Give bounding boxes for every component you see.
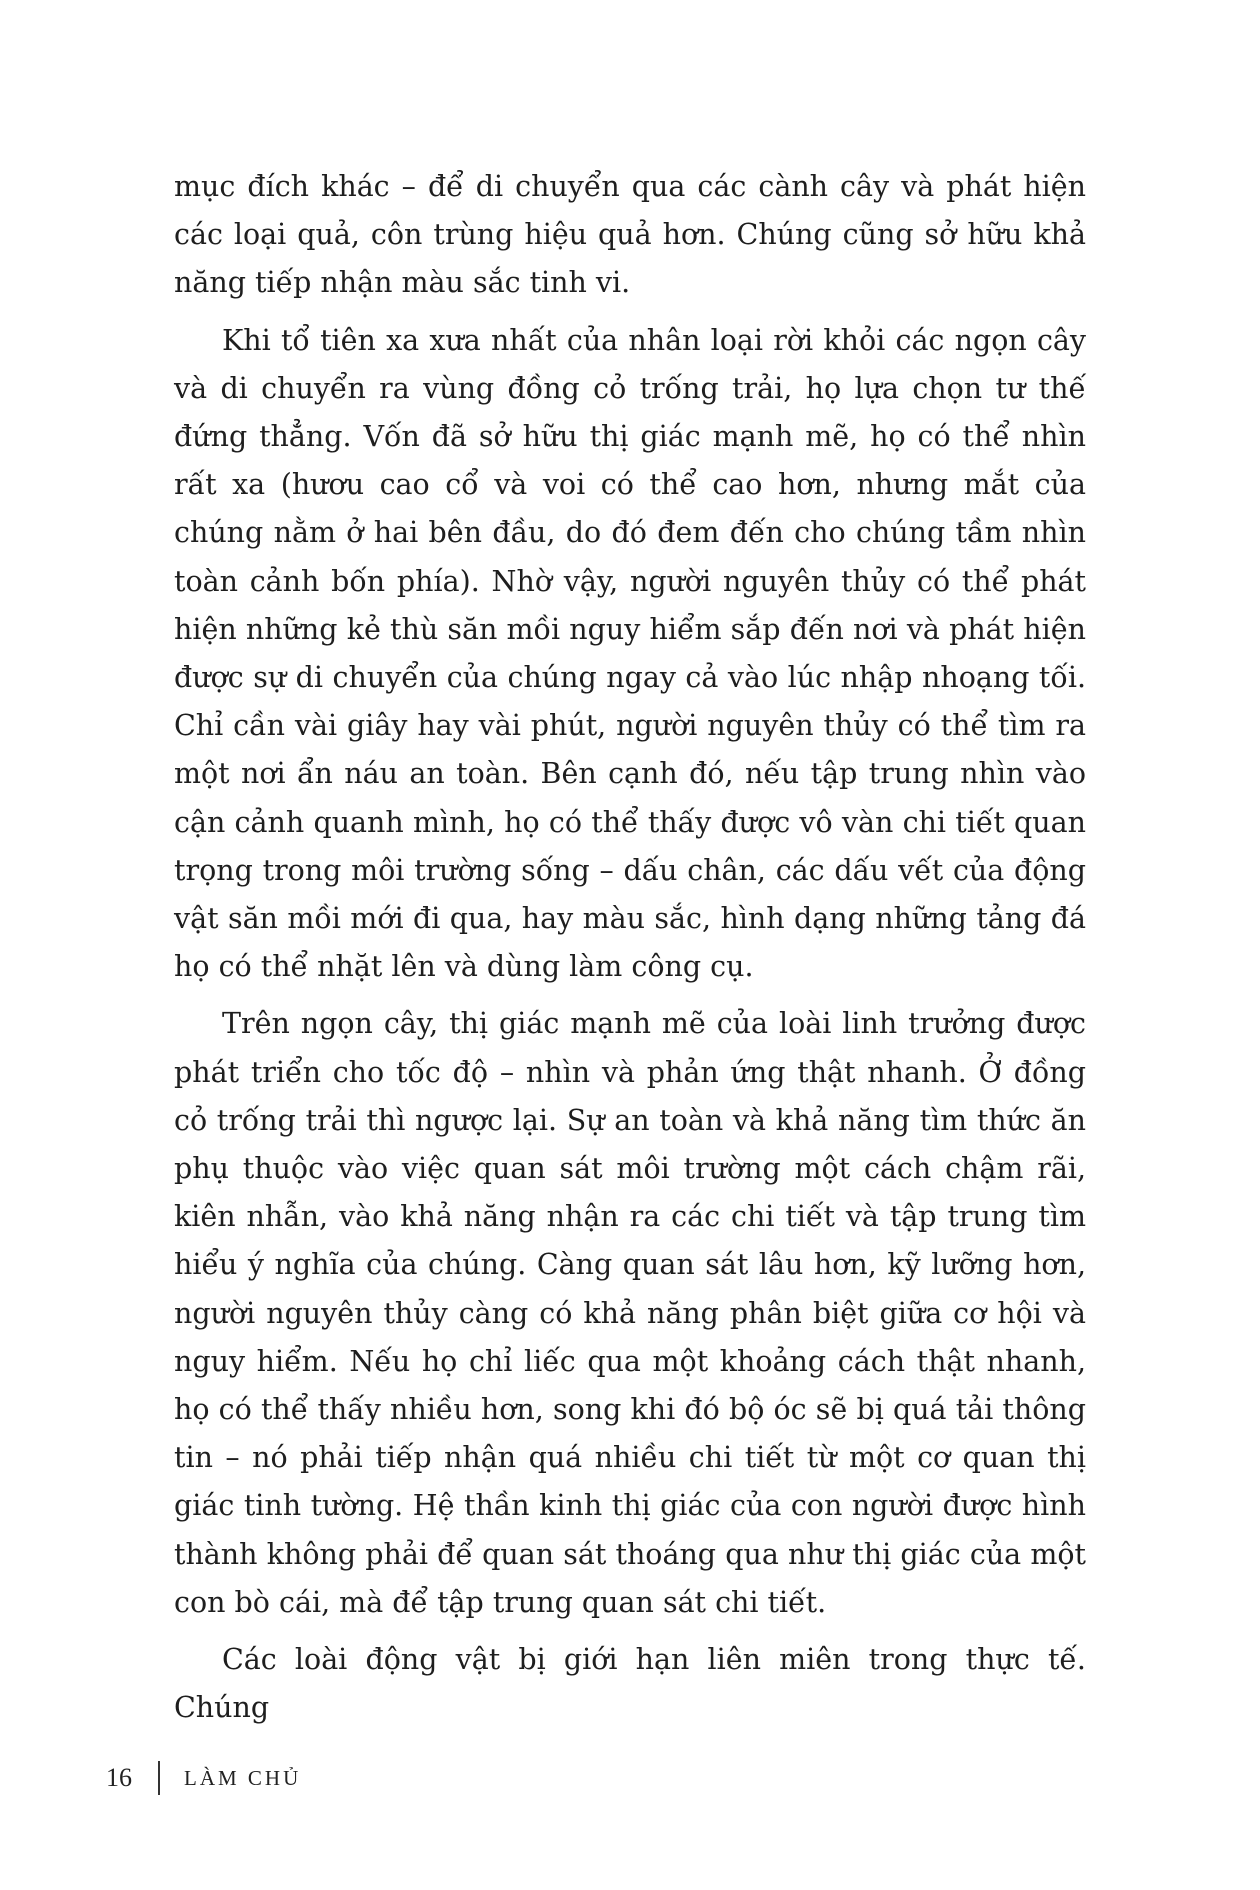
- footer-divider: [158, 1761, 160, 1795]
- page-number: 16: [106, 1763, 132, 1792]
- running-head: LÀM CHỦ: [184, 1765, 302, 1790]
- body-text: [174, 163, 1086, 1742]
- paragraph-ancestors-vision: Khi tổ tiên xa xưa nhất của nhân loại rời khỏi các ngọn cây và di chuyển ra vùng đồng cỏ trống trải, họ lựa chọn tư thế đứng thẳng. Vốn đã sở hữu thị giác mạnh mẽ, họ có thể nhìn rất xa (hươu cao cổ và voi có thể cao hơn, nhưng mắt của chúng nằm ở hai bên đầu, do đó đem đến cho chúng tầm nhìn toàn cảnh bốn phía). Nhờ vậy, người nguyên thủy có thể phát hiện những kẻ thù săn mồi nguy hiểm sắp đến nơi và phát hiện được sự di chuyển của chúng ngay cả vào lúc nhập nhoạng tối. Chỉ cần vài giây hay vài phút, người nguyên thủy có thể tìm ra một nơi ẩn náu an toàn. Bên cạnh đó, nếu tập trung nhìn vào cận cảnh quanh mình, họ có thể thấy được vô vàn chi tiết quan trọng trong môi trường sống – dấu chân, các dấu vết của động vật săn mồi mới đi qua, hay màu sắc, hình dạng những tảng đá họ có thể nhặt lên và dùng làm công cụ.: [174, 323, 1086, 984]
- paragraph-continuation: mục đích khác – để di chuyển qua các cành cây và phát hiện các loại quả, côn trùng hiệu quả hơn. Chúng cũng sở hữu khả năng tiếp nhận màu sắc tinh vi.: [174, 170, 1086, 300]
- paragraph-treetop-vision: Trên ngọn cây, thị giác mạnh mẽ của loài linh trưởng được phát triển cho tốc độ – nhìn và phản ứng thật nhanh. Ở đồng cỏ trống trải thì ngược lại. Sự an toàn và khả năng tìm thức ăn phụ thuộc vào việc quan sát môi trường một cách chậm rãi, kiên nhẫn, vào khả năng nhận ra các chi tiết và tập trung tìm hiểu ý nghĩa của chúng. Càng quan sát lâu hơn, kỹ lưỡng hơn, người nguyên thủy càng có khả năng phân biệt giữa cơ hội và nguy hiểm. Nếu họ chỉ liếc qua một khoảng cách thật nhanh, họ có thể thấy nhiều hơn, song khi đó bộ óc sẽ bị quá tải thông tin – nó phải tiếp nhận quá nhiều chi tiết từ một cơ quan thị giác tinh tường. Hệ thần kinh thị giác của con người được hình thành không phải để quan sát thoáng qua như thị giác của một con bò cái, mà để tập trung quan sát chi tiết.: [174, 1007, 1086, 1619]
- page-footer: [106, 1758, 301, 1798]
- paragraph-animals-limited: Các loài động vật bị giới hạn liên miên trong thực tế. Chúng: [174, 1643, 1086, 1725]
